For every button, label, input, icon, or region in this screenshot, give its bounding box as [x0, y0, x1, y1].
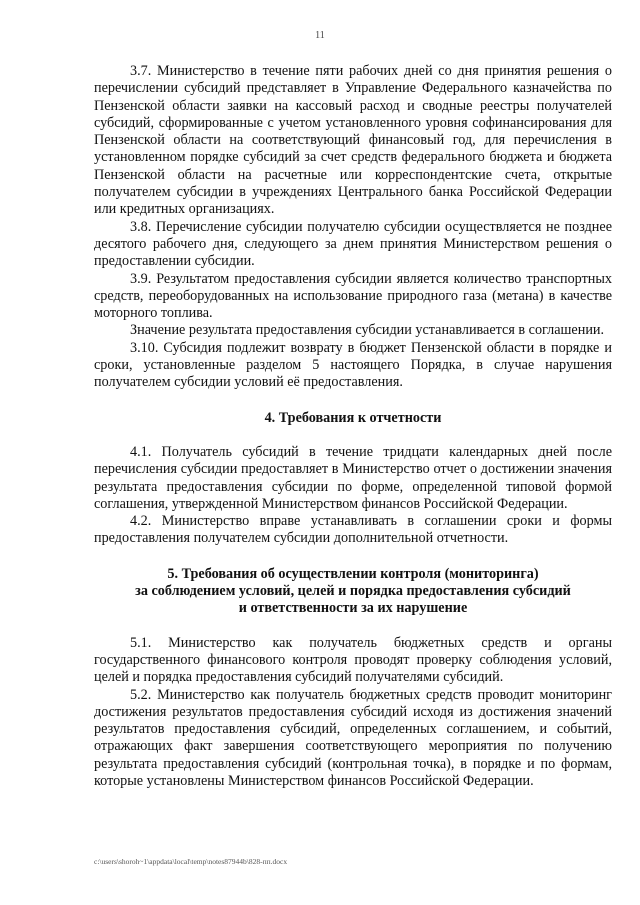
page-number: 11 [315, 30, 325, 41]
footer-file-path: c:\users\shoroh~1\appdata\local\temp\notes87944b\828-пп.docx [94, 857, 288, 866]
section-5-heading-line: 5. Требования об осуществлении контроля (мониторинга) [167, 565, 539, 582]
paragraph-5-2: 5.2. Министерство как получатель бюджетных средств проводит мониторинг достижения результатов предоставления субсидий исходя из достижения значений результатов предоставления субсидий, определенных соглашением, и событий, отражающих факт завершения соответствующего мероприятия по получению результата предоставления субсидий (контрольная точка), в порядке и по формам, которые установлены Министерством финансов Российской Федерации. [94, 686, 612, 789]
paragraph-3-9-value: Значение результата предоставления субсидии устанавливается в соглашении. [130, 322, 605, 339]
section-5-heading-line: и ответственности за их нарушение [238, 600, 468, 617]
paragraph-3-8: 3.8. Перечисление субсидии получателю субсидии осуществляется не позднее десятого рабочего дня, следующего за днем принятия Министерством решения о предоставлении субсидии. [94, 218, 612, 270]
section-5-heading [94, 566, 612, 618]
section-5-heading-line: за соблюдением условий, целей и порядка предоставления субсидий [135, 583, 571, 600]
section-4-heading: 4. Требования к отчетности [264, 409, 442, 426]
paragraph-3-9: 3.9. Результатом предоставления субсидии является количество транспортных средств, переоборудованных на использование природного газа (метана) в качестве моторного топлива. [94, 270, 612, 322]
document-body [94, 63, 612, 790]
paragraph-3-7: 3.7. Министерство в течение пяти рабочих дней со дня принятия решения о перечислении субсидий представляет в Управление Федерального казначейства по Пензенской области заявки на кассовый расход и сводные реестры получателей субсидий, сформированные с учетом установленного уровня софинансирования для Пензенской области на соответствующий финансовый год, для перечисления в установленном порядке субсидий за счет средств федерального бюджета и бюджета Пензенской области на расчетные или корреспондентские счета, открытые получателем субсидии в учреждениях Центрального банка Российской Федерации или кредитных организациях. [94, 63, 612, 218]
paragraph-4-2: 4.2. Министерство вправе устанавливать в соглашении сроки и формы предоставления получателем субсидии дополнительной отчетности. [94, 513, 612, 547]
paragraph-3-10: 3.10. Субсидия подлежит возврату в бюджет Пензенской области в порядке и сроки, установленные разделом 5 настоящего Порядка, в случае нарушения получателем субсидии условий её предоставления. [94, 339, 612, 391]
paragraph-5-1: 5.1. Министерство как получатель бюджетных средств и органы государственного финансового контроля проводят проверку соблюдения условий, целей и порядка предоставления субсидий получателями субсидий. [94, 634, 612, 686]
paragraph-4-1: 4.1. Получатель субсидий в течение тридцати календарных дней после перечисления субсидии предоставляет в Министерство отчет о достижении значения результата предоставления субсидии по форме, определенной типовой формой соглашения, утвержденной Министерством финансов Российской Федерации. [94, 443, 612, 512]
